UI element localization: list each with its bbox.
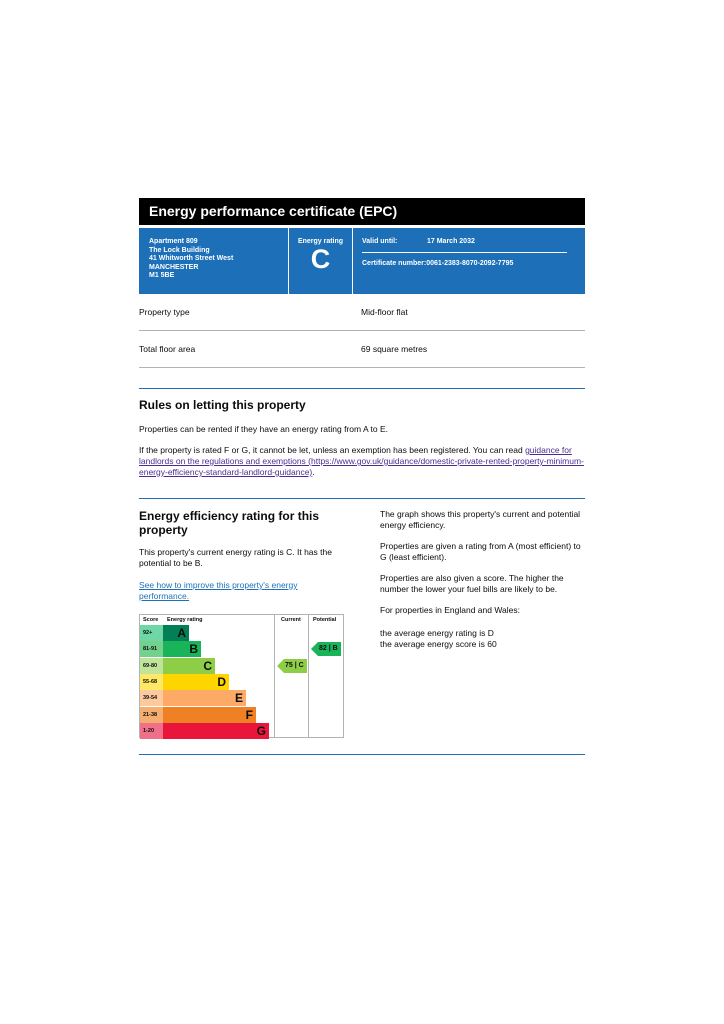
property-type-label: Property type <box>139 307 190 317</box>
energy-rating-cell <box>289 228 353 294</box>
rating-band-f <box>140 707 256 723</box>
validity-block <box>353 228 585 294</box>
band-bar <box>163 625 189 641</box>
band-score-label: 92+ <box>140 625 163 641</box>
band-letter: D <box>217 674 226 689</box>
current-rating-marker <box>277 659 307 673</box>
band-letter: F <box>245 707 253 722</box>
rating-band-c <box>140 658 215 674</box>
certificate-number-value: 0061-2383-8070-2092-7795 <box>426 260 514 267</box>
improve-performance-link[interactable]: See how to improve this property's energy performance. <box>139 580 298 601</box>
rating-band-a <box>140 625 189 641</box>
average-score-text: the average energy score is 60 <box>380 639 497 649</box>
address-line: The Lock Building <box>149 246 210 254</box>
divider <box>362 252 567 253</box>
rating-band-g <box>140 723 269 739</box>
score-column-header: Score <box>143 617 159 623</box>
band-letter: E <box>234 691 243 706</box>
band-score-label: 1-20 <box>140 723 163 739</box>
energy-rating-column-header: Energy rating <box>167 617 203 623</box>
potential-column-header: Potential <box>313 617 337 623</box>
column-divider <box>274 615 275 737</box>
floor-area-value: 69 square metres <box>361 344 428 354</box>
rules-heading: Rules on letting this property <box>139 398 306 412</box>
section-divider <box>139 498 585 499</box>
band-bar <box>163 674 229 690</box>
current-rating-text: This property's current energy rating is C. It has the potential to be B. <box>139 547 332 568</box>
info-paragraph: For properties in England and Wales: <box>380 605 521 615</box>
band-letter: G <box>256 723 266 738</box>
address-line: 41 Whitworth Street West <box>149 255 234 262</box>
floor-area-label: Total floor area <box>139 344 196 354</box>
potential-rating-marker-label: 82 | B <box>319 645 338 653</box>
band-letter: C <box>203 658 212 673</box>
band-score-label: 39-54 <box>140 690 163 706</box>
current-column-header: Current <box>281 617 301 623</box>
band-score-label: 81-91 <box>140 641 163 657</box>
efficiency-right <box>380 509 585 738</box>
address-line: MANCHESTER <box>149 263 199 271</box>
band-letter: A <box>177 626 186 640</box>
band-score-label: 21-38 <box>140 707 163 723</box>
efficiency-section <box>139 509 585 738</box>
potential-rating-marker <box>311 642 341 656</box>
band-bar <box>163 723 269 739</box>
band-letter: B <box>189 642 198 657</box>
chart-header <box>140 615 343 625</box>
floor-area-row <box>139 331 585 368</box>
band-bar <box>163 641 201 657</box>
info-paragraph: The graph shows this property's current and potential energy efficiency. <box>380 509 581 530</box>
rating-band-e <box>140 690 246 706</box>
info-paragraph: Properties are given a rating from A (most efficient) to G (least efficient). <box>380 541 581 562</box>
certificate-number-label: Certificate number: <box>362 260 427 267</box>
info-paragraph: Properties are also given a score. The higher the number the lower your fuel bills are likely to be. <box>380 573 564 594</box>
band-bar <box>163 690 246 706</box>
rules-text: If the property is rated F or G, it cannot be let, unless an exemption has been registered. You can read <box>139 445 523 455</box>
valid-until-value: 17 March 2032 <box>427 238 475 245</box>
band-bar <box>163 707 256 723</box>
property-type-value: Mid-floor flat <box>361 307 408 317</box>
rules-paragraph: Properties can be rented if they have an energy rating from A to E. <box>139 424 389 434</box>
band-score-label: 69-80 <box>140 658 163 674</box>
section-divider <box>139 388 585 389</box>
efficiency-left <box>139 509 344 738</box>
epc-document <box>139 198 585 755</box>
property-type-row <box>139 294 585 331</box>
band-bar <box>163 658 215 674</box>
page-title: Energy performance certificate (EPC) <box>139 198 585 225</box>
average-rating-text: the average energy rating is D <box>380 628 494 638</box>
rules-text: . <box>312 467 315 477</box>
summary-box <box>139 228 585 294</box>
address-line: Apartment 809 <box>149 238 198 245</box>
address-block <box>139 228 289 294</box>
rating-band-b <box>140 641 201 657</box>
rating-band-d <box>140 674 229 690</box>
landlord-guidance-link[interactable]: guidance for landlords on the regulations and exemptions (https://www.gov.uk/guidance/domestic-private-rented-property-minimum-energy-efficiency-standard-landlord-guidance) <box>139 445 584 477</box>
energy-rating-letter: C <box>310 244 331 274</box>
section-divider <box>139 754 585 755</box>
address-line: M1 5BE <box>149 272 175 279</box>
valid-until-label: Valid until: <box>362 238 398 245</box>
current-rating-marker-label: 75 | C <box>285 661 304 669</box>
band-score-label: 55-68 <box>140 674 163 690</box>
efficiency-heading: Energy efficiency rating for this property <box>139 509 320 537</box>
rules-paragraph <box>139 445 585 478</box>
energy-rating-chart <box>139 614 344 738</box>
column-divider <box>308 615 309 737</box>
energy-rating-label: Energy rating <box>297 238 344 245</box>
